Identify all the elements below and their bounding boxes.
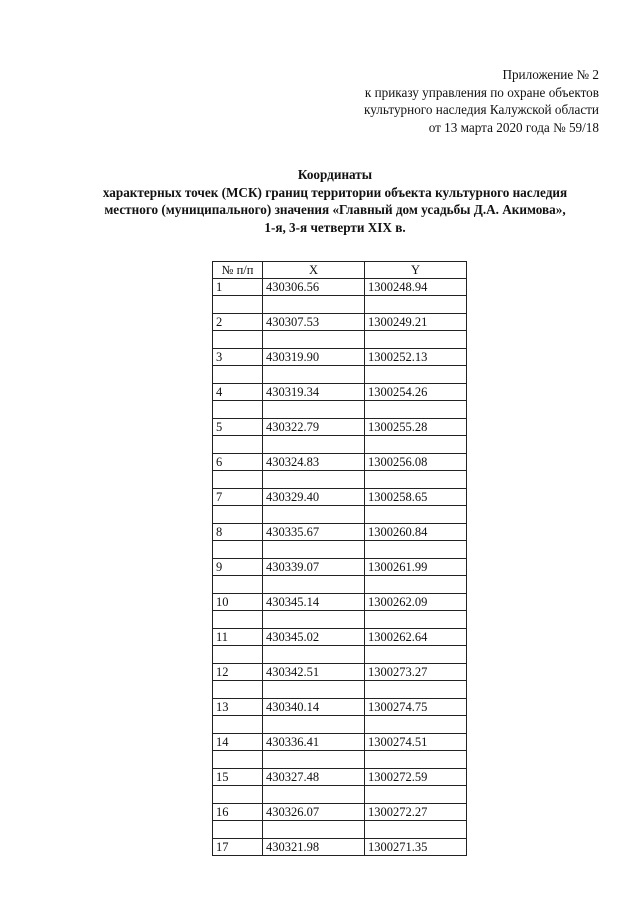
empty-cell <box>365 366 467 384</box>
cell-number: 14 <box>213 734 263 751</box>
table-spacer-row <box>213 716 467 734</box>
empty-cell <box>263 786 365 804</box>
empty-cell <box>365 296 467 314</box>
cell-x: 430306.56 <box>263 279 365 296</box>
table-spacer-row <box>213 611 467 629</box>
table-row <box>213 629 467 646</box>
empty-cell <box>365 436 467 454</box>
cell-y: 1300272.27 <box>365 804 467 821</box>
empty-cell <box>263 471 365 489</box>
empty-cell <box>263 576 365 594</box>
cell-number: 4 <box>213 384 263 401</box>
empty-cell <box>213 436 263 454</box>
cell-y: 1300254.26 <box>365 384 467 401</box>
cell-y: 1300261.99 <box>365 559 467 576</box>
empty-cell <box>365 611 467 629</box>
empty-cell <box>365 716 467 734</box>
table-row <box>213 804 467 821</box>
empty-cell <box>365 541 467 559</box>
cell-x: 430319.90 <box>263 349 365 366</box>
empty-cell <box>213 751 263 769</box>
cell-y: 1300262.09 <box>365 594 467 611</box>
table-spacer-row <box>213 786 467 804</box>
document-title <box>40 166 630 236</box>
empty-cell <box>263 751 365 769</box>
table-spacer-row <box>213 541 467 559</box>
table-row <box>213 559 467 576</box>
empty-cell <box>263 331 365 349</box>
appendix-line: Приложение № 2 <box>502 67 599 82</box>
empty-cell <box>263 821 365 839</box>
table-row <box>213 489 467 506</box>
cell-number: 2 <box>213 314 263 331</box>
cell-number: 15 <box>213 769 263 786</box>
empty-cell <box>213 611 263 629</box>
empty-cell <box>213 331 263 349</box>
cell-x: 430342.51 <box>263 664 365 681</box>
cell-y: 1300274.75 <box>365 699 467 716</box>
title-line: местного (муниципального) значения «Главный дом усадьбы Д.А. Акимова», <box>104 202 566 217</box>
table-spacer-row <box>213 506 467 524</box>
cell-y: 1300272.59 <box>365 769 467 786</box>
cell-number: 7 <box>213 489 263 506</box>
table-row <box>213 699 467 716</box>
table-row <box>213 734 467 751</box>
empty-cell <box>263 366 365 384</box>
table-spacer-row <box>213 646 467 664</box>
cell-x: 430322.79 <box>263 419 365 436</box>
cell-number: 10 <box>213 594 263 611</box>
table-spacer-row <box>213 296 467 314</box>
table-row <box>213 594 467 611</box>
empty-cell <box>365 821 467 839</box>
cell-number: 8 <box>213 524 263 541</box>
cell-number: 12 <box>213 664 263 681</box>
empty-cell <box>365 401 467 419</box>
empty-cell <box>213 296 263 314</box>
empty-cell <box>263 681 365 699</box>
cell-number: 3 <box>213 349 263 366</box>
cell-x: 430326.07 <box>263 804 365 821</box>
cell-number: 5 <box>213 419 263 436</box>
header-number: № п/п <box>213 262 263 279</box>
cell-number: 1 <box>213 279 263 296</box>
table-row <box>213 349 467 366</box>
coordinates-table <box>212 261 467 856</box>
cell-x: 430329.40 <box>263 489 365 506</box>
empty-cell <box>213 576 263 594</box>
appendix-line: от 13 марта 2020 года № 59/18 <box>428 119 599 135</box>
table-spacer-row <box>213 576 467 594</box>
empty-cell <box>213 401 263 419</box>
cell-y: 1300252.13 <box>365 349 467 366</box>
cell-x: 430335.67 <box>263 524 365 541</box>
cell-number: 13 <box>213 699 263 716</box>
empty-cell <box>213 681 263 699</box>
empty-cell <box>263 436 365 454</box>
table-row <box>213 839 467 856</box>
cell-number: 11 <box>213 629 263 646</box>
table-row <box>213 314 467 331</box>
table-body <box>213 279 467 856</box>
empty-cell <box>365 576 467 594</box>
empty-cell <box>263 506 365 524</box>
table-spacer-row <box>213 331 467 349</box>
appendix-line: к приказу управления по охране объектов <box>364 84 599 100</box>
empty-cell <box>365 751 467 769</box>
empty-cell <box>213 821 263 839</box>
header-y: Y <box>365 262 467 279</box>
cell-number: 16 <box>213 804 263 821</box>
table-header-row <box>213 262 467 279</box>
cell-y: 1300260.84 <box>365 524 467 541</box>
cell-y: 1300248.94 <box>365 279 467 296</box>
empty-cell <box>213 786 263 804</box>
empty-cell <box>365 681 467 699</box>
cell-y: 1300255.28 <box>365 419 467 436</box>
table-row <box>213 384 467 401</box>
appendix-block <box>269 66 599 136</box>
table-spacer-row <box>213 366 467 384</box>
empty-cell <box>213 646 263 664</box>
table-spacer-row <box>213 471 467 489</box>
cell-number: 6 <box>213 454 263 471</box>
empty-cell <box>213 716 263 734</box>
empty-cell <box>263 646 365 664</box>
empty-cell <box>213 541 263 559</box>
empty-cell <box>263 296 365 314</box>
cell-x: 430345.14 <box>263 594 365 611</box>
empty-cell <box>213 506 263 524</box>
cell-y: 1300273.27 <box>365 664 467 681</box>
empty-cell <box>365 471 467 489</box>
empty-cell <box>263 716 365 734</box>
empty-cell <box>213 366 263 384</box>
table-spacer-row <box>213 751 467 769</box>
cell-y: 1300274.51 <box>365 734 467 751</box>
empty-cell <box>263 401 365 419</box>
table-row <box>213 279 467 296</box>
cell-x: 430339.07 <box>263 559 365 576</box>
table-spacer-row <box>213 681 467 699</box>
cell-x: 430340.14 <box>263 699 365 716</box>
cell-y: 1300258.65 <box>365 489 467 506</box>
table-row <box>213 454 467 471</box>
cell-number: 17 <box>213 839 263 856</box>
empty-cell <box>365 506 467 524</box>
cell-x: 430336.41 <box>263 734 365 751</box>
cell-y: 1300262.64 <box>365 629 467 646</box>
empty-cell <box>365 786 467 804</box>
empty-cell <box>365 646 467 664</box>
cell-y: 1300249.21 <box>365 314 467 331</box>
cell-x: 430307.53 <box>263 314 365 331</box>
header-x: X <box>263 262 365 279</box>
table-row <box>213 524 467 541</box>
cell-y: 1300271.35 <box>365 839 467 856</box>
cell-x: 430327.48 <box>263 769 365 786</box>
empty-cell <box>263 541 365 559</box>
cell-y: 1300256.08 <box>365 454 467 471</box>
cell-x: 430319.34 <box>263 384 365 401</box>
title-line: Координаты <box>297 167 373 182</box>
empty-cell <box>365 331 467 349</box>
table-row <box>213 419 467 436</box>
title-line: 1-я, 3-я четверти XIX в. <box>264 219 406 235</box>
table-row <box>213 664 467 681</box>
cell-x: 430345.02 <box>263 629 365 646</box>
cell-x: 430321.98 <box>263 839 365 856</box>
cell-number: 9 <box>213 559 263 576</box>
cell-x: 430324.83 <box>263 454 365 471</box>
table-spacer-row <box>213 436 467 454</box>
table-spacer-row <box>213 401 467 419</box>
table-row <box>213 769 467 786</box>
empty-cell <box>213 471 263 489</box>
title-line: характерных точек (МСК) границ территории объекта культурного наследия <box>102 184 568 200</box>
empty-cell <box>263 611 365 629</box>
appendix-line: культурного наследия Калужской области <box>364 102 599 117</box>
table-spacer-row <box>213 821 467 839</box>
